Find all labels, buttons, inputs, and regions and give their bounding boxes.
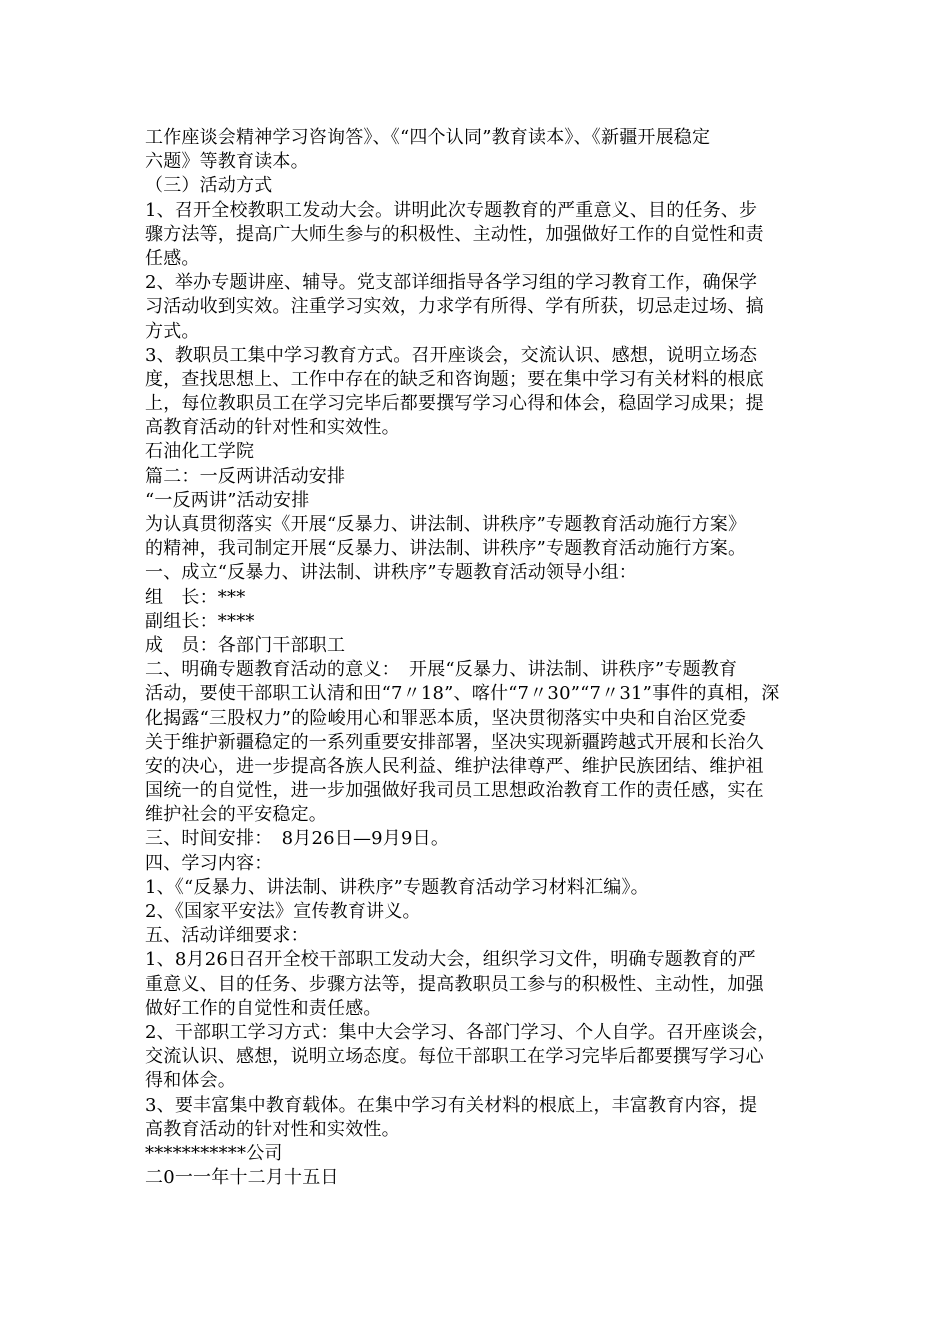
text-line: 组 长：*** <box>145 586 246 608</box>
text-line: 1、召开全校教职工发动大会。讲明此次专题教育的严重意义、目的任务、步 <box>145 199 758 221</box>
text-line: 习活动收到实效。注重学习实效，力求学有所得、学有所获，切忌走过场、搞 <box>145 296 764 318</box>
text-line: 2、《国家平安法》宣传教育讲义。 <box>145 901 421 922</box>
text-line: 二、明确专题教育活动的意义： 开展“反暴力、讲法制、讲秩序”专题教育 <box>145 659 738 681</box>
document-body <box>145 126 805 1190</box>
text-line: 1、8月26日召开全校干部职工发动大会，组织学习文件，明确专题教育的严 <box>145 949 756 971</box>
text-line: 2、干部职工学习方式：集中大会学习、各部门学习、个人自学。召开座谈会， <box>145 1021 776 1043</box>
text-line: 副组长：**** <box>145 610 255 632</box>
text-line: 3、教职员工集中学习教育方式。召开座谈会，交流认识、感想，说明立场态 <box>145 344 758 366</box>
text-line: 活动，要使干部职工认清和田“7〃18”、喀什“7〃30”“7〃31”事件的真相，深 <box>145 683 780 705</box>
text-line: 上，每位教职员工在学习完毕后都要撰写学习心得和体会，稳固学习成果；提 <box>145 393 764 415</box>
text-line: 成 员：各部门干部职工 <box>145 634 346 656</box>
text-line: 化揭露“三股权力”的险峻用心和罪恶本质，坚决贯彻落实中央和自治区党委 <box>145 707 747 729</box>
text-line: 3、要丰富集中教育载体。在集中学习有关材料的根底上，丰富教育内容，提 <box>145 1094 758 1116</box>
text-line: 做好工作的自觉性和责任感。 <box>145 997 382 1019</box>
text-line: 安的决心，进一步提高各族人民利益、维护法律尊严、维护民族团结、维护祖 <box>145 755 764 777</box>
text-line: 二0一一年十二月十五日 <box>145 1167 339 1189</box>
text-line: “一反两讲”活动安排 <box>145 489 310 511</box>
text-line: 2、举办专题讲座、辅导。党支部详细指导各学习组的学习教育工作，确保学 <box>145 272 758 294</box>
text-line: 高教育活动的针对性和实效性。 <box>145 1118 400 1140</box>
text-line: 六题》等教育读本。 <box>145 151 309 173</box>
text-line: 任感。 <box>145 247 200 269</box>
text-line: 石油化工学院 <box>145 441 255 463</box>
text-line: 五、活动详细要求： <box>145 925 309 947</box>
text-line: 四、学习内容： <box>145 852 273 874</box>
text-line: 1、《“反暴力、讲法制、讲秩序”专题教育活动学习材料汇编》。 <box>145 876 649 898</box>
text-line: 工作座谈会精神学习咨询答》、《“四个认同”教育读本》、《新疆开展稳定 <box>145 127 711 148</box>
text-line: 交流认识、感想，说明立场态度。每位干部职工在学习完毕后都要撰写学习心 <box>145 1046 764 1068</box>
text-line: 高教育活动的针对性和实效性。 <box>145 417 400 439</box>
text-line: ***********公司 <box>145 1142 283 1164</box>
text-line: 国统一的自觉性，进一步加强做好我司员工思想政治教育工作的责任感，实在 <box>145 780 764 802</box>
text-line: 篇二：一反两讲活动安排 <box>145 465 346 487</box>
text-line: 度，查找思想上、工作中存在的缺乏和咨询题；要在集中学习有关材料的根底 <box>145 368 764 390</box>
text-line: 维护社会的平安稳定。 <box>145 804 327 826</box>
text-line: 方式。 <box>145 320 200 342</box>
text-line: 关于维护新疆稳定的一系列重要安排部署，坚决实现新疆跨越式开展和长治久 <box>145 731 764 753</box>
text-line: 骤方法等，提高广大师生参与的积极性、主动性，加强做好工作的自觉性和责 <box>145 223 764 245</box>
text-line: 为认真贯彻落实《开展“反暴力、讲法制、讲秩序”专题教育活动施行方案》 <box>145 514 747 535</box>
text-line: 的精神，我司制定开展“反暴力、讲法制、讲秩序”专题教育活动施行方案。 <box>145 538 747 560</box>
text-line: （三）活动方式 <box>145 175 273 197</box>
text-line: 一、成立“反暴力、讲法制、讲秩序”专题教育活动领导小组： <box>145 562 638 584</box>
text-line: 三、时间安排： 8月26日—9月9日。 <box>145 828 450 850</box>
text-line: 重意义、目的任务、步骤方法等，提高教职员工参与的积极性、主动性，加强 <box>145 973 764 995</box>
text-line: 得和体会。 <box>145 1070 236 1092</box>
